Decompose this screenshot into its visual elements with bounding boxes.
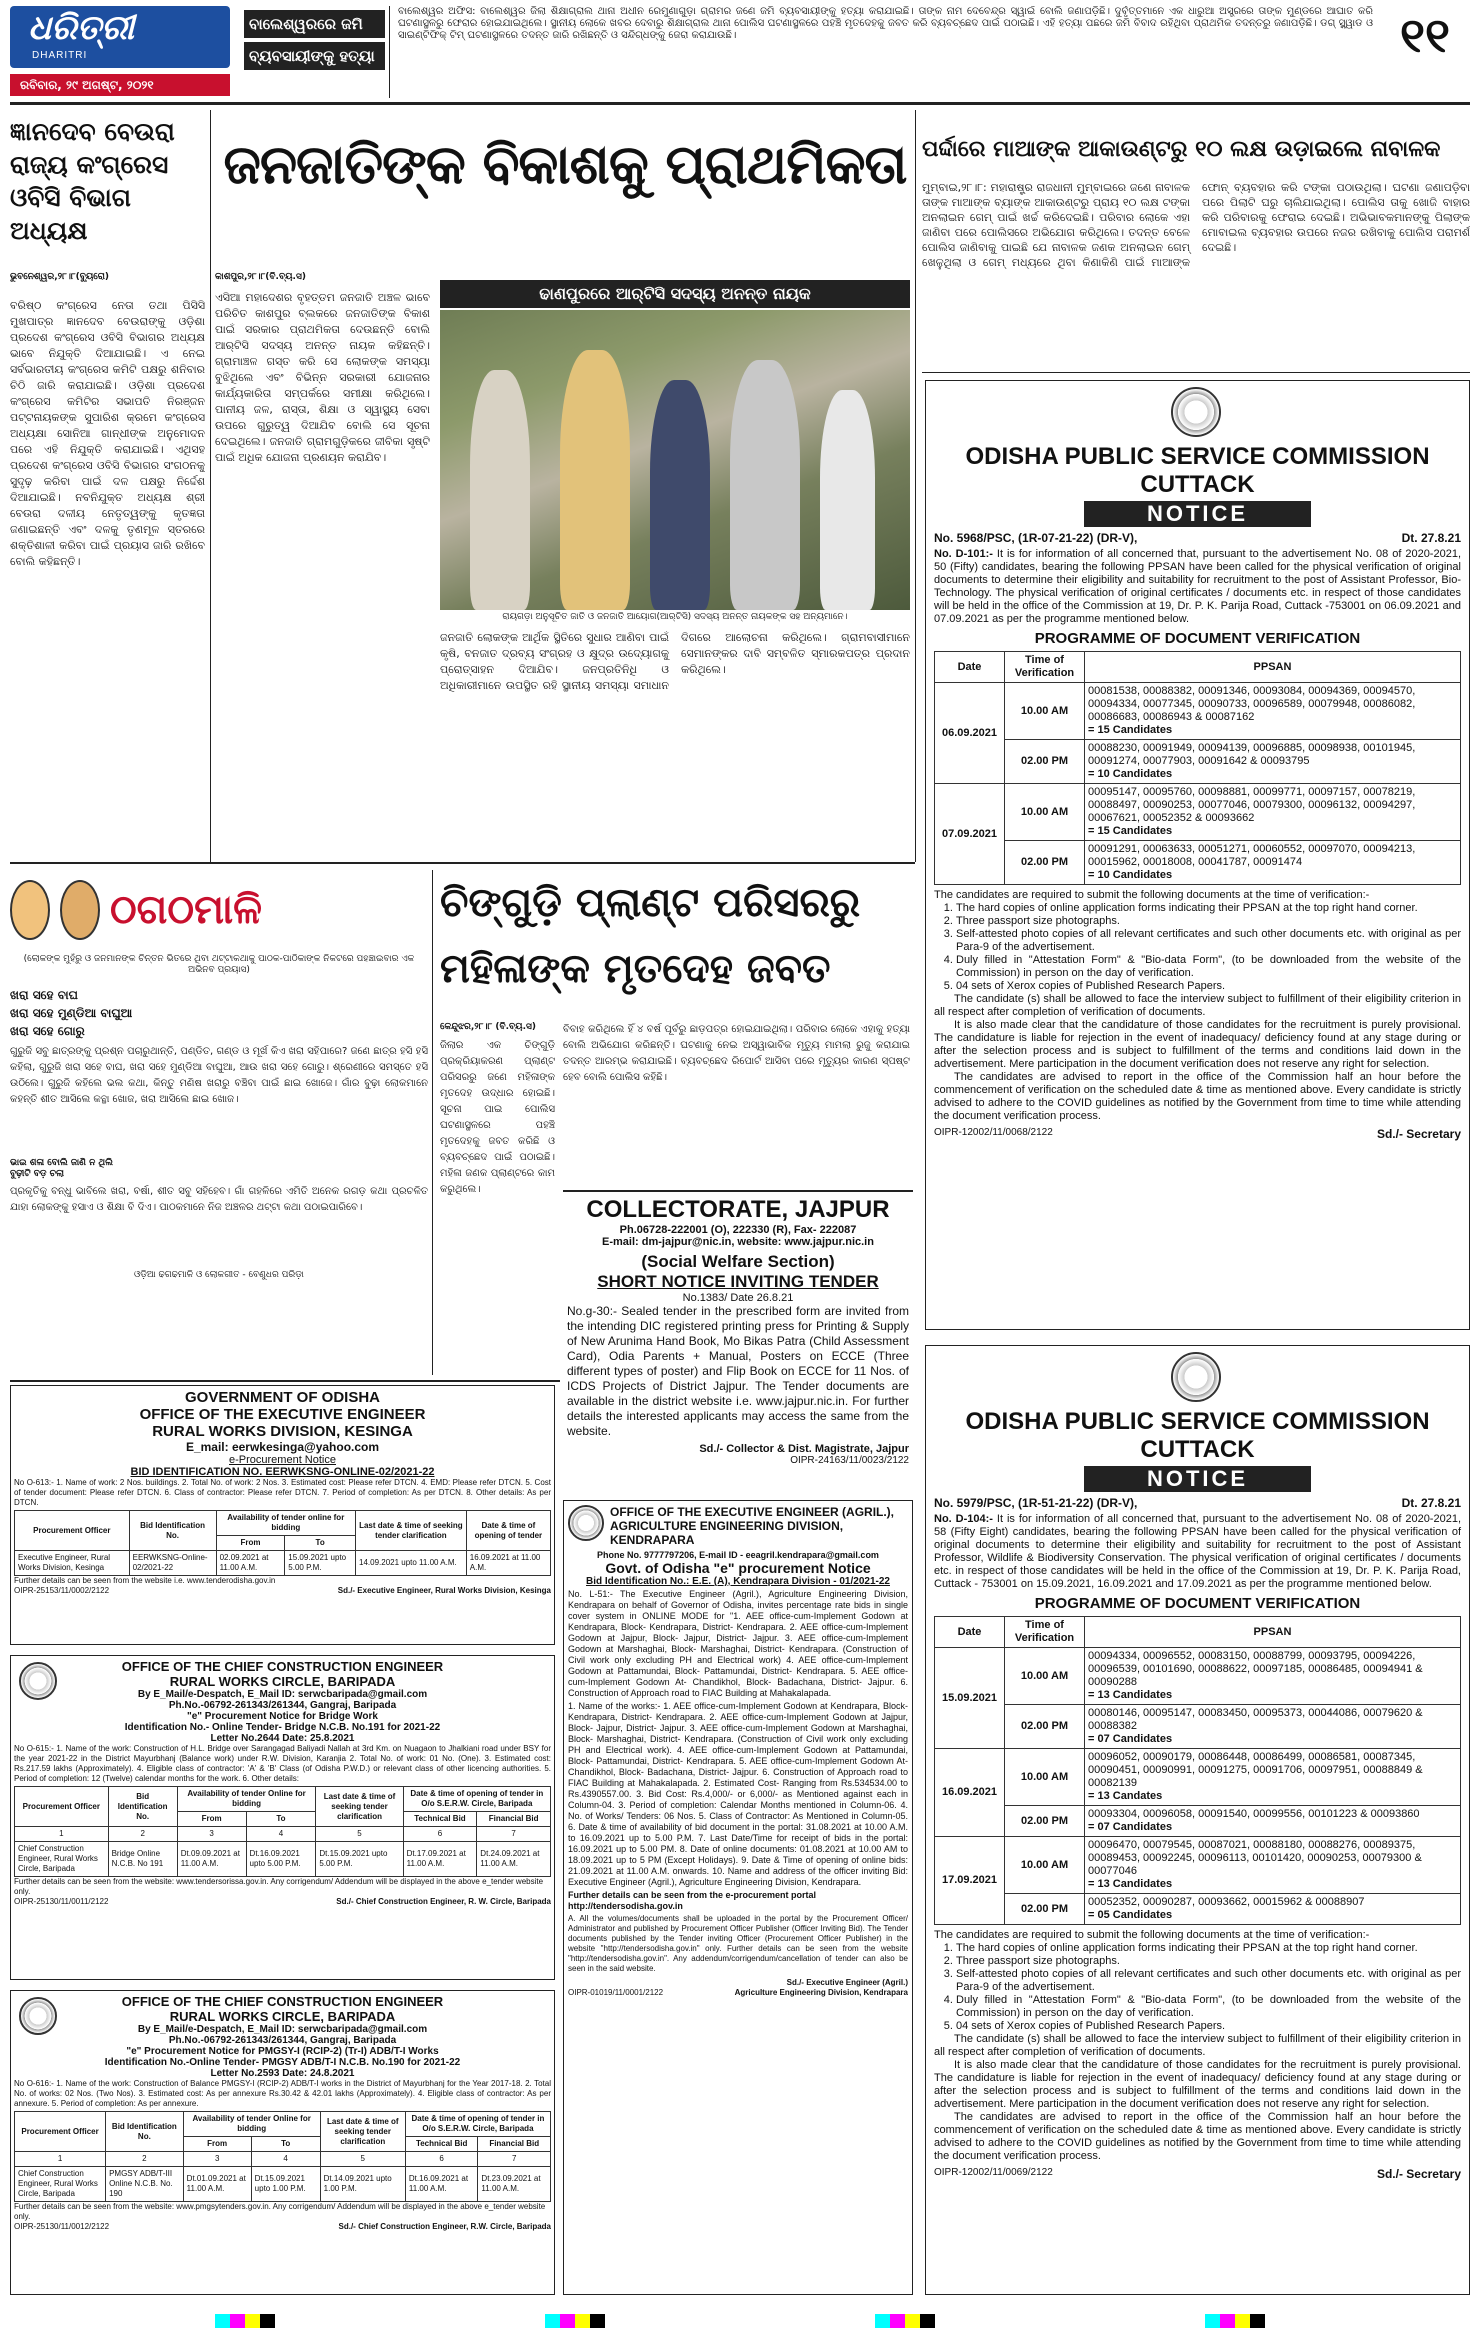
column-number: 3 — [183, 2152, 251, 2167]
right-headline: ପର୍ଦ୍ଦାରେ ମାଆଙ୍କ ଆକାଉଣ୍ଟରୁ ୧୦ ଲକ୍ଷ ଉଡ଼ାଇଲେ ନାବାଳକ — [922, 137, 1441, 162]
kendrapara-body-4: A. All the volumes/documents shall be uploaded in the portal by the Procurement Officer/ Administrator and published by Procurement Officer Publisher (Officer Inviting Bid). The Tender documents published by the Tender inviting Officer (Procurement Officer Publisher) in the website "http://tendersodisha.gov.in" only. Further details can be seen from the website "http://tendersodisha.gov.in". Any addendum/corrigendum/cancellation of tender can also be seen in the said website. — [568, 1914, 908, 1973]
table-row — [935, 784, 1461, 841]
logo-text: ଧରିତ୍ରୀ — [28, 8, 135, 48]
ppsan-list: 00088230, 00091949, 00094139, 00096885, 00098938, 00101945, 00091274, 00077903, 00091642 & 00093795 — [1088, 742, 1416, 767]
document-item: 4. Duly filled in "Attestation Form" & "Bio-data Form", (to be downloaded from the website of the Commission) in person on the day of verification. — [956, 1994, 1461, 2020]
kendrapara-phone: Phone No. 9777797206, E-mail ID - eeagril.kendrapara@gmail.com — [597, 1550, 879, 1560]
opsc2-para1: The candidate (s) shall be allowed to face the interview subject to fulfillment of their eligibility criterion in all respect after completion of verification of documents. — [934, 2033, 1461, 2058]
kendrapara-notice-title: Govt. of Odisha "e" procurement Notice — [605, 1560, 871, 1576]
cell-ppsan — [1085, 1705, 1461, 1749]
opsc2-title: ODISHA PUBLIC SERVICE COMMISSION — [965, 1408, 1430, 1435]
opsc2-req: The candidates are required to submit the following documents at the time of verification:- — [934, 1929, 1370, 1941]
opsc2-notice: NOTICE — [1084, 1466, 1311, 1492]
print-registration-strip — [80, 2310, 1400, 2332]
opsc2-sign: Sd./- Secretary — [1376, 2167, 1461, 2181]
opsc1-items — [934, 902, 1461, 993]
collectorate-section: (Social Welfare Section) — [641, 1252, 835, 1271]
table-row — [935, 1749, 1461, 1806]
collectorate-phone: Ph.06728-222001 (O), 222330 (R), Fax- 222087 — [619, 1224, 857, 1236]
col-opening: Date & time of opening of tender in O/o S.E.R.W. Circle, Baripada — [403, 1787, 550, 1812]
table-row — [935, 1648, 1461, 1705]
cell-ppsan — [1085, 1648, 1461, 1705]
ppsan-list: 00080146, 00095147, 00083450, 00095373, 00044086, 00079620 & 00088382 — [1088, 1707, 1423, 1732]
opsc1-city: CUTTACK — [1140, 471, 1255, 498]
humour-body: ଗୁରୁଜି ସବୁ ଛାତ୍ରଙ୍କୁ ପ୍ରଶ୍ନ ପଚାରୁଥାନ୍ତି, ପଣ୍ଡିତ, ଗଣ୍ଡ ଓ ମୂର୍ଖ କିଏ ଖରା ସହିପାରେ? ଜଣେ ଛାତ୍ର ହସି ହସି କହିଲା, ଗୁରୁଜି ଖରା ସହେ ବାଘ, ଖରା ସହେ ମୁଣ୍ଡିଆ ବାଘୁଆ, ଆଉ ଖରା ସହେ ଗୋରୁ। ଶ୍ରେଣୀରେ ସମସ୍ତେ ହସି ଉଠିଲେ। ଗୁରୁଜି କହିଲେ ଭଲ କଥା, କିନ୍ତୁ ମଣିଷ ଖରାରୁ ବଞ୍ଚିବା ପାଇଁ ଛାଇ ଖୋଜେ। ଗାଁର ବୁଢ଼ା ଲୋକମାନେ କହନ୍ତି ଶୀତ ଆସିଲେ କନ୍ଥା ଖୋଜ, ଖରା ଆସିଲେ ଛାଇ ଖୋଜ। — [10, 1046, 428, 1105]
col-to: To — [285, 1536, 356, 1551]
cell: EERWKSNG-Online- 02/2021-22 — [129, 1551, 216, 1576]
collectorate-tender: SHORT NOTICE INVITING TENDER — [597, 1272, 879, 1291]
col-opening: Date & time of opening of tender — [466, 1511, 550, 1551]
masthead-logo — [10, 6, 230, 68]
baripada1-footer: Further details can be seen from the website: www.tendersorissa.gov.in. Any corrigendum/ Addendum will be displayed in the above e_tender website only. — [14, 1877, 544, 1896]
table-row — [935, 683, 1461, 740]
page-number: ୧୧ — [1399, 8, 1451, 64]
cell-ppsan — [1085, 1837, 1461, 1894]
humour-column — [10, 870, 428, 1375]
cell: Chief Construction Engineer, Rural Works Circle, Baripada — [15, 1842, 109, 1877]
opsc2-ref: No. 5979/PSC, (1R-51-21-22) (DR-V), — [934, 1496, 1138, 1510]
cell: Dt.15.09.2021 upto 5.00 P.M. — [316, 1842, 403, 1877]
document-item: 5. 04 sets of Xerox copies of Published Research Papers. — [956, 2020, 1461, 2033]
humour-line: ଖରା ସହେ ମୁଣ୍ଡିଆ ବାଘୁଆ — [10, 1006, 133, 1020]
opsc2-oipr: OIPR-12002/11/0069/2122 — [934, 2167, 1053, 2178]
baripada1-phone: Ph.No.-06792-261343/261344, Gangraj, Baripada — [168, 1700, 397, 1711]
opsc1-oipr: OIPR-12002/11/0068/2122 — [934, 1127, 1053, 1138]
kesinga-gov: GOVERNMENT OF ODISHA — [184, 1389, 380, 1406]
cell: Dt.17.09.2021 at 11.00 A.M. — [403, 1842, 477, 1877]
baripada1-letter: Letter No.2644 Date: 25.8.2021 — [210, 1733, 355, 1744]
col-bid-no: Bid Identification No. — [129, 1511, 216, 1551]
humour-body-2: ପ୍ରକୃତିକୁ ବନ୍ଧୁ ଭାବିଲେ ଖରା, ବର୍ଷା, ଶୀତ ସବୁ ସହିହେବ। ଗାଁ ଗହଳିରେ ଏମିତି ଅନେକ ରଗଡ଼ କଥା ପ୍ରଚଳିତ ଯାହା ଲୋକଙ୍କୁ ହସାଏ ଓ ଶିକ୍ଷା ବି ଦିଏ। ପାଠକମାନେ ନିଜ ଅଞ୍ଚଳର ଥଟ୍ଟା କଥା ପଠାଇପାରିବେ। — [10, 1186, 428, 1213]
cell: Dt.14.09.2021 upto 1.00 P.M. — [320, 2167, 405, 2202]
kendrapara-body-2: 1. Name of the works:- 1. AEE office-cum-Implement Godown at Kendrapara, Block- Kendrapara, District- Kendrapara. 2. AEE office-cum-Implement Godown at Jajpur, Block- Jajpur, District- Jajpur. 3. AEE office-cum-Implement Godown at Marshaghai, Block- Marshaghai, District- Kendrapara. (Construction of Civil work only excluding PH and Electrical work). 4. AEE office-cum-Implement Godown at Pattamundai, Block- Pattamundai, District- Kendrapara. 5. AEE office-cum-Implement Godown At- Chandikhol, Block- Badachana, District- Jajpur. 6. Construction of Approach road to FIAC Building at Mahakalapada. 2. Estimated Cost- Ranging from Rs.534534.00 to Rs.4390557.00. 3. Bid Cost: Rs.4,000/- or 6,000/- as Mentioned against each in Column-04. 3. Period of completion: Calendar Months mentioned in Column-06. 4. No. of Works/ Tenders: 06 Nos. 5. Class of Contractor: As Mentioned in Column-05. 6. Date & time of availability of bid document in the portal: 31.08.2021 at 10.00 A.M. to 16.09.2021 up to 5.00 P.M. 7. Last Date/Time for receipt of bids in the portal: 16.09.2021 up to 5.00 PM. 8. Date of online documents: 01.08.2021 at 10.00 AM to 18.09.2021 up to 5 PM (Except Holidays). 9. Date & Time of opening of online bids: 21.09.2021 at 11.00 A.M. onwards. 10. Name and address of the officer inviting Bid: Executive Engineer (Agril.), Agriculture Engineering Division, Kendrapara. — [568, 1701, 908, 1887]
kesinga-table — [14, 1510, 551, 1576]
right-story-body: ମୁମ୍ବାଇ,୨୮।୮: ମହାରାଷ୍ଟ୍ର ରାଜଧାନୀ ମୁମ୍ବାଇରେ ଜଣେ ନାବାଳକ ତାଙ୍କ ମାଆଙ୍କ ବ୍ୟାଙ୍କ ଆକାଉଣ୍ଟରୁ ପ୍ରାୟ ୧୦ ଲକ୍ଷ ଟଙ୍କା ଅନଲାଇନ ଗେମ୍ ପାଇଁ ଖର୍ଚ୍ଚ କରିଦେଇଛି। ପରିବାର ଲୋକେ ଏହା ଜାଣିବା ପରେ ପୋଲିସରେ ଅଭିଯୋଗ କରିଥିଲେ। ତଦନ୍ତ ବେଳେ ପୋଲିସ ଜାଣିବାକୁ ପାଇଛି ଯେ ନାବାଳକ ଜଣକ ଅନଲାଇନ ଗେମ୍ ଖେଳୁଥିଲା ଓ ଗେମ୍ ମଧ୍ୟରେ ଥିବା କିଣାକିଣି ପାଇଁ ମାଆଙ୍କ ଫୋନ୍ ବ୍ୟବହାର କରି ଟଙ୍କା ପଠାଉଥିଲା। ଘଟଣା ଜଣାପଡ଼ିବା ପରେ ପିଲାଟି ଘରୁ ଚାଲିଯାଇଥିଲା। ପୋଲିସ ତାକୁ ଖୋଜି ବାହାର କରି ପରିବାରକୁ ଫେରାଇ ଦେଇଛି। ଅଭିଭାବକମାନଙ୍କୁ ପିଲାଙ୍କ ମୋବାଇଲ ବ୍ୟବହାର ଉପରେ ନଜର ରଖିବାକୁ ପୋଲିସ ପରାମର୍ଶ ଦେଇଛି। — [922, 181, 1470, 269]
prawn-body-2: ବିବାହ କରିଥିଲେ ହିଁ ୪ ବର୍ଷ ପୂର୍ବରୁ ଛାଡ଼ପତ୍ର ହୋଇଯାଇଥିଲା। ପରିବାର ଲୋକେ ଏହାକୁ ହତ୍ୟା ବୋଲି ଅଭିଯୋଗ କରିଛନ୍ତି। ଘଟଣାକୁ ନେଇ ଅସ୍ୱାଭାବିକ ମୃତ୍ୟୁ ମାମଲା ରୁଜୁ କରାଯାଇ ତଦନ୍ତ ଆରମ୍ଭ କରାଯାଇଛି। ବ୍ୟବଚ୍ଛେଦ ରିପୋର୍ଟ ଆସିବା ପରେ ମୃତ୍ୟୁର କାରଣ ସ୍ପଷ୍ଟ ହେବ ବୋଲି ପୋଲିସ କହିଛି। — [563, 1024, 910, 1083]
opsc2-table — [934, 1616, 1461, 1925]
collectorate-oipr: OIPR-24163/11/0023/2122 — [790, 1455, 909, 1466]
opsc1-sign: Sd./- Secretary — [1376, 1127, 1461, 1141]
center-photo — [440, 310, 910, 610]
cell-time: 10.00 AM — [1005, 1648, 1085, 1705]
table-row — [935, 1894, 1461, 1925]
opsc1-date: Dt. 27.8.21 — [1401, 531, 1461, 545]
cell-time: 02.00 PM — [1005, 1806, 1085, 1837]
cell-ppsan — [1085, 1749, 1461, 1806]
logo-subtext: DHARITRI — [32, 50, 88, 61]
left-headline: ଜ୍ଞାନଦେବ ବେଉରା ରାଜ୍ୟ କଂଗ୍ରେସ ଓବିସି ବିଭାଗ ଅଧ୍ୟକ୍ଷ — [10, 117, 175, 245]
cell: Dt.23.09.2021 at 11.00 A.M. — [478, 2167, 551, 2202]
baripada1-office: OFFICE OF THE CHIEF CONSTRUCTION ENGINEER — [121, 1659, 444, 1674]
kendrapara-oipr: OIPR-01019/11/0001/2122 — [568, 1988, 664, 1997]
col-time: Time of Verification — [1005, 652, 1085, 683]
issue-date: ରବିବାର, ୨୯ ଅଗଷ୍ଟ, ୨୦୨୧ — [20, 78, 154, 92]
col-officer: Procurement Officer — [15, 1787, 109, 1827]
cell-time: 02.00 PM — [1005, 740, 1085, 784]
cell-time: 02.00 PM — [1005, 1894, 1085, 1925]
col-to: To — [251, 2137, 320, 2152]
opsc1-title: ODISHA PUBLIC SERVICE COMMISSION — [965, 443, 1430, 470]
collectorate-body: No.g-30:- Sealed tender in the prescribed form are invited from the intending DIC registered printing press for Printing & Supply of New Arunima Hand Book, Mo Bikas Patra (Child Assessment Card), Odia Parents + Manual, Posters on ECCE (Three different types of poster) and Flip Book on ECCE for 11 Nos. of ICDS Projects of District Jajpur. The Tender documents are available in the district website i.e. www.jajpur.nic.in. For further details the interested applicants may access the same from the website. — [567, 1304, 909, 1438]
table-row — [935, 740, 1461, 784]
kesinga-bid: BID IDENTIFICATION NO. EERWKSNG-ONLINE-02/2021-22 — [130, 1466, 435, 1478]
cell: Dt.09.09.2021 at 11.00 A.M. — [177, 1842, 246, 1877]
kesinga-office: OFFICE OF THE EXECUTIVE ENGINEER — [139, 1406, 426, 1423]
cell-time: 02.00 PM — [1005, 841, 1085, 885]
ppsan-list: 00093304, 00096058, 00091540, 00099556, 00101223 & 00093860 — [1088, 1808, 1420, 1820]
col-officer: Procurement Officer — [15, 2112, 106, 2152]
center-story-body: ଏସିଆ ମହାଦେଶର ବୃହତ୍ତମ ଜନଜାତି ଅଞ୍ଚଳ ଭାବେ ପରିଚିତ କାଶପୁର ବ୍ଲକରେ ଜନଜାତିଙ୍କ ବିକାଶ ପାଇଁ ସରକାର ପ୍ରାଥମିକତା ଦେଉଛନ୍ତି ବୋଲି ଆର୍‌ଟିସି ସଦସ୍ୟ ଅନନ୍ତ ନାୟକ କହିଛନ୍ତି। ଗ୍ରାମାଞ୍ଚଳ ଗସ୍ତ କରି ସେ ଲୋକଙ୍କ ସମସ୍ୟା ବୁଝିଥିଲେ ଏବଂ ବିଭିନ୍ନ ସରକାରୀ ଯୋଜନାର କାର୍ଯ୍ୟକାରିତା ସମ୍ପର୍କରେ ସମୀକ୍ଷା କରିଥିଲେ। ପାନୀୟ ଜଳ, ରାସ୍ତା, ଶିକ୍ଷା ଓ ସ୍ୱାସ୍ଥ୍ୟ ସେବା ଉପରେ ଗୁରୁତ୍ୱ ଦିଆଯିବ ବୋଲି ସେ ସୂଚନା ଦେଇଥିଲେ। ଜନଜାତି ଗ୍ରାମଗୁଡ଼ିକରେ ଜୀବିକା ସୃଷ୍ଟି ପାଇଁ ଅଧିକ ଯୋଜନା ପ୍ରଣୟନ କରାଯିବ। — [215, 291, 430, 464]
col-clarification: Last date & time of seeking tender clarification — [320, 2112, 405, 2152]
baripada-notice-1 — [10, 1655, 555, 1980]
opsc1-intro-no: No. D-101:- — [934, 548, 993, 560]
opsc1-ref: No. 5968/PSC, (1R-07-21-22) (DR-V), — [934, 531, 1138, 545]
cell-ppsan — [1085, 740, 1461, 784]
candidate-count: = 07 Candidates — [1088, 1821, 1173, 1833]
document-item: 5. 04 sets of Xerox copies of Published Research Papers. — [956, 980, 1461, 993]
column-number: 6 — [405, 2152, 478, 2167]
kendrapara-office: OFFICE OF THE EXECUTIVE ENGINEER (AGRIL.), AGRICULTURE ENGINEERING DIVISION, KENDRAPARA — [610, 1505, 895, 1547]
center-dateline: କାଶପୁର,୨୮।୮(ବି.ବ୍ୟ.ସ) — [215, 272, 306, 282]
col-bid-no: Bid Identification No. — [108, 1787, 177, 1827]
opsc2-items — [934, 1942, 1461, 2033]
column-number: 5 — [316, 1827, 403, 1842]
humour-subhead: ଭାଇ ଶଳା ବୋଲି ଜାଣି ନ ଥିଲି — [10, 1158, 113, 1168]
baripada2-letter: Letter No.2593 Date: 24.8.2021 — [210, 2068, 355, 2079]
opsc2-intro: It is for information of all concerned that, pursuant to the advertisement No. 08 of 2020-2021, 58 (Fifty Eight) candidates, bearing the following PPSAN have been called for the physical verification of original documents to determine their eligibility and suitability for recruitment to the post of Assistant Professor, Wildlife & Biodiversity Conservation. The physical verification of original certificates / documents etc. in respect of those candidates will be held in the office of the Commission at 19, Dr. P. K. Parija Road, Cuttack - 753001 on 15.09.2021, 16.09.2021 and 17.09.2021 as per the programme mentioned below. — [934, 1513, 1462, 1590]
opsc-notice-1 — [925, 380, 1470, 1330]
ppsan-list: 00096470, 00079545, 00087021, 00088180, 00088276, 00089375, 00089453, 00092245, 00096113, 00101420, 00090253, 00079300 & 00077046 — [1088, 1839, 1422, 1877]
opsc1-para3: The candidates are advised to report in the office of the Commission half an hour before the commencement of verification on the scheduled date & time as mentioned above. Every candidate is strictly advised to adhere to the COVID guidelines as notified by the Government from time to time while attending the document verification process. — [934, 1071, 1461, 1122]
col-time: Time of Verification — [1005, 1617, 1085, 1648]
humour-intro: (ଲୋକଙ୍କ ମୁହଁରୁ ଓ ଜନମାନଙ୍କ ଚିନ୍ତନ ଭିତରେ ଥିବା ଥଟ୍ଟାକଥାକୁ ପାଠକ-ପାଠିକାଙ୍କ ନିକଟରେ ପହଞ୍ଚାଇବାର ଏକ ଅଭିନବ ପ୍ରୟାସ) — [23, 954, 415, 975]
col-date: Date — [935, 652, 1005, 683]
candidate-count: = 15 Candidates — [1088, 825, 1173, 837]
center-photo-caption: ରାୟଗଡ଼ା ଅନୁସୂଚିତ ଜାତି ଓ ଜନଜାତି ଆୟୋଗ(ଆର୍‌ଟିସି) ସଦସ୍ୟ ଅନନ୍ତ ନାୟକଙ୍କ ସହ ଅନ୍ୟମାନେ। — [502, 612, 848, 622]
opsc2-para3: The candidates are advised to report in the office of the Commission half an hour before the commencement of verification on the scheduled date & time as mentioned above. Every candidate is strictly advised to adhere to the COVID guidelines as notified by the Government from time to time while attending the document verification process. — [934, 2111, 1461, 2162]
humour-title: ଠଗଠମାଳି — [110, 887, 262, 933]
baripada1-ident: Identification No.- Online Tender- Bridge N.C.B. No.191 for 2021-22 — [124, 1722, 441, 1733]
kesinga-sign: Sd./- Executive Engineer, Rural Works Division, Kesinga — [337, 1586, 551, 1595]
document-item: 1. The hard copies of online application forms indicating their PPSAN at the top right hand corner. — [956, 902, 1461, 915]
humour-line: ଖରା ସହେ ବାଘ — [10, 988, 78, 1002]
cell-time: 10.00 AM — [1005, 683, 1085, 740]
col-clarification: Last date & time of seeking tender clarification — [316, 1787, 403, 1827]
prawn-body: ଜିଲାର ଏକ ଚିଙ୍ଗୁଡ଼ି ପ୍ରକ୍ରିୟାକରଣ ପ୍ଲାଣ୍ଟ ପରିସରରୁ ଜଣେ ମହିଳାଙ୍କ ମୃତଦେହ ଉଦ୍ଧାର ହୋଇଛି। ସୂଚନା ପାଇ ପୋଲିସ ଘଟଣାସ୍ଥଳରେ ପହଞ୍ଚି ମୃତଦେହକୁ ଜବତ କରିଛି ଓ ବ୍ୟବଚ୍ଛେଦ ପାଇଁ ପଠାଇଛି। ମହିଳା ଜଣକ ପ୍ଲାଣ୍ଟରେ କାମ କରୁଥିଲେ। — [440, 1040, 555, 1195]
opsc1-table — [934, 651, 1461, 885]
candidate-count: = 10 Candidates — [1088, 869, 1173, 881]
baripada2-oipr: OIPR-25130/11/0012/2122 — [14, 2222, 110, 2231]
opsc-emblem-icon — [1171, 387, 1221, 437]
cell: 16.09.2021 at 11.00 A.M. — [466, 1551, 550, 1576]
humour-subhead-2: ବୁଢ଼ୀଟି ବଡ଼ ଚଲା — [10, 1169, 65, 1179]
center-subhead-box — [440, 280, 910, 308]
baripada2-office: OFFICE OF THE CHIEF CONSTRUCTION ENGINEER — [121, 1994, 444, 2009]
table-row — [935, 1806, 1461, 1837]
document-item: 3. Self-attested photo copies of all relevant certificates and such other documents etc. with original as per Para-9 of the advertisement. — [956, 1968, 1461, 1994]
column-number: 1 — [15, 2152, 106, 2167]
cell-ppsan — [1085, 841, 1461, 885]
ppsan-list: 00096052, 00090179, 00086448, 00086499, 00086581, 00087345, 00090451, 00090991, 00091275, 00091706, 00097951, 00088849 & 00082139 — [1088, 1751, 1423, 1789]
col-ppsan: PPSAN — [1085, 1617, 1461, 1648]
col-availability: Availability of tender Online for bidding — [183, 2112, 320, 2137]
cell: Dt.16.09.2021 at 11.00 A.M. — [405, 2167, 478, 2202]
odisha-emblem-icon — [568, 1505, 604, 1541]
cell-ppsan — [1085, 1894, 1461, 1925]
col-from: From — [216, 1536, 285, 1551]
cell-time: 10.00 AM — [1005, 1749, 1085, 1806]
top-strip-body: ବାଲେଶ୍ୱର ଅଫିସ: ବାଲେଶ୍ୱର ଜିଲା ଶିକ୍ଷାଗ୍ରାଲ ଥାନା ଅଧୀନ ରେମୁଣାଗୁଡ଼ା ଗ୍ରାମର ଜଣେ ଜମି ବ୍ୟବସାୟୀଙ୍କୁ ହତ୍ୟା କରାଯାଇଛି। ତାଙ୍କ ନାମ ଦେବେନ୍ଦ୍ର ସ୍ୱାଇଁ ବୋଲି ଜଣାପଡ଼ିଛି। ଦୁର୍ବୃତ୍ତମାନେ ଏକ ଧାରୁଆ ଅସ୍ତ୍ରରେ ତାଙ୍କ ମୁଣ୍ଡରେ ଆଘାତ କରି ଘଟଣାସ୍ଥଳରୁ ଫେରାର ହୋଇଯାଇଥିଲେ। ସ୍ଥାନୀୟ ଲୋକେ ଖବର ଦେବାରୁ ଶିକ୍ଷାଗ୍ରାଲ ଥାନା ପୋଲିସ ଘଟଣାସ୍ଥଳରେ ପହଞ୍ଚି ମୃତଦେହକୁ ଜବତ କରି ବ୍ୟବଚ୍ଛେଦ ପାଇଁ ପଠାଇଛି। ଏହି ହତ୍ୟା ପଛରେ ଜମି ବିବାଦ ରହିଥିବା ପ୍ରାଥମିକ ତଦନ୍ତରୁ ଜଣାପଡ଼ିଛି। ଡଗ୍ ସ୍କ୍ୱାଡ ଓ ସାଇଣ୍ଟିଫିକ୍ ଟିମ୍ ଘଟଣାସ୍ଥଳରେ ତଦନ୍ତ ଜାରି ରଖିଛନ୍ତି ଓ ସନ୍ଦିଗ୍ଧଙ୍କୁ ଜେରା କରାଯାଉଛି। — [398, 6, 1373, 41]
document-item: 1. The hard copies of online application forms indicating their PPSAN at the top right hand corner. — [956, 1942, 1461, 1955]
humour-line: ଖରା ସହେ ଗୋରୁ — [10, 1024, 85, 1038]
col-tech: Technical Bid — [405, 2137, 478, 2152]
col-fin: Financial Bid — [477, 1812, 551, 1827]
table-row — [935, 1705, 1461, 1749]
cell: Dt.16.09.2021 upto 5.00 P.M. — [246, 1842, 316, 1877]
opsc-emblem-icon — [1171, 1352, 1221, 1402]
baripada1-sign: Sd./- Chief Construction Engineer, R. W. Circle, Baripada — [336, 1897, 551, 1906]
kendrapara-body: No. L-51:- The Executive Engineer (Agril.), Agriculture Engineering Division, Kendrapara on behalf of Governor of Odisha, invites percentage rate bids in single cover system in ONLINE MODE for "1. AEE office-cum-Implement Godown at Kendrapara, Block- Kendrapara, District- Kendrapara. 2. AEE office-cum-Implement Godown at Jajpur, Block- Jajpur, District- Jajpur. 3. AEE office-cum-Implement Godown at Marshaghai, Block- Marshaghai, District- Kendrapara. (Construction of Civil work only excluding PH and Electrical work) 4. AEE office-cum-Implement Godown at Pattamundai, Block- Pattamundai, District- Kendrapara. 5. AEE office-cum-Implement Godown At- Chandikhol, Block- Badachana, District- Jajpur. 6. Construction of Approach road to FIAC Building at Mahakalapada. — [568, 1589, 908, 1698]
col-availability: Availability of tender Online for bidding — [177, 1787, 316, 1812]
cell: Executive Engineer, Rural Works Division, Kesinga — [15, 1551, 130, 1576]
col-tech: Technical Bid — [403, 1812, 477, 1827]
collectorate-email: E-mail: dm-jajpur@nic.in, website: www.jajpur.nic.in — [602, 1236, 874, 1248]
document-item: 2. Three passport size photographs. — [956, 1955, 1461, 1968]
baripada1-body: No O-615:- 1. Name of the work: Construction of H.L. Bridge over Sarangagad Baliyadi Nallah at 3rd Km. on Nuagaon to Jhalkiani road under BSY for the year 2021-22 in the District Mayurbhanj (Balance work) under R.W. Division, Karanjia 2. Total No. of work: 01 No. (One). 3. Estimated cost: Rs.217.59 lakhs (Approximately). 4. Eligible class of contractor: 'A' & 'B' Class (of Odisha P.W.D.) or relevant class of other licencing authorities. 5. Period of completion: 12 (Twelve) calendar months for the work. 6. Other details: — [14, 1744, 551, 1783]
candidate-count: = 13 Candidates — [1088, 1878, 1173, 1890]
opsc2-intro-no: No. D-104:- — [934, 1513, 993, 1525]
ppsan-list: 00094334, 00096552, 00083150, 00088799, 00093795, 00094226, 00096539, 00101690, 00088622, 00097185, 00086485, 00094941 & 00090288 — [1088, 1650, 1423, 1688]
top-strip-heading — [240, 6, 390, 98]
candidate-count: = 13 Candates — [1088, 1790, 1163, 1802]
col-fin: Financial Bid — [478, 2137, 551, 2152]
kendrapara-notice — [563, 1500, 913, 2295]
ppsan-list: 00091291, 00063633, 00051271, 00060552, 00097070, 00094213, 00015962, 00018008, 00041787, 00091474 — [1088, 843, 1416, 868]
baripada2-notice-title: "e" Procurement Notice for PMGSY-I (RCIP-2) (Tr-I) ADB/T-I Works — [126, 2046, 439, 2057]
kesinga-notice-title: e-Procurement Notice — [229, 1454, 336, 1466]
kendrapara-body-3: Further details can be seen from the e-procurement portal http://tendersodisha.gov.in — [568, 1890, 817, 1911]
opsc2-para2: It is also made clear that the candidature of those candidates for the recruitment is purely provisional. The candidature is liable for rejection in the event of inadequacy/ deficiency found at any stage during or after the selection process and is subject to fulfillment of the terms and conditions laid down in the advertisement. Mere participation in the document verification does not reserve any right for selection. — [934, 2059, 1461, 2110]
candidate-count: = 07 Candidates — [1088, 1733, 1173, 1745]
column-number: 7 — [477, 1827, 551, 1842]
collectorate-no: No.1383/ Date 26.8.21 — [682, 1292, 794, 1304]
humour-lines — [10, 986, 428, 1040]
kendrapara-sd: Sd./- Executive Engineer (Agril.) — [786, 1978, 908, 1987]
column-number: 2 — [108, 1827, 177, 1842]
cell-time: 10.00 AM — [1005, 1837, 1085, 1894]
kesinga-body: No O-613:- 1. Name of work: 2 Nos. buildings. 2. Total No. of work: 2 Nos. 3. Estimated cost: Please refer DTCN. 4. EMD: Please refer DTCN. 5. Cost of tender document: Please refer DTCN. 6. Class of contractor: Please refer DTCN. 7. Period of completion: As per DTCN. 8. Other details: As per DTCN. — [14, 1478, 551, 1507]
col-officer: Procurement Officer — [15, 1511, 130, 1551]
opsc-notice-2 — [925, 1345, 1470, 2295]
cell-time: 10.00 AM — [1005, 784, 1085, 841]
candidate-count: = 15 Candidates — [1088, 724, 1173, 736]
cell-time: 02.00 PM — [1005, 1705, 1085, 1749]
opsc1-req: The candidates are required to submit the following documents at the time of verification:- — [934, 889, 1370, 901]
col-clarification: Last date & time of seeking tender clarification — [356, 1511, 467, 1551]
center-subhead: ଢାଣପୁରରେ ଆର୍‌ଟିସି ସଦସ୍ୟ ଅନନ୍ତ ନାୟକ — [539, 284, 811, 303]
opsc1-notice: NOTICE — [1084, 501, 1311, 527]
cell-ppsan — [1085, 683, 1461, 740]
baripada2-email: By E_Mail/e-Despatch, E_Mail ID: serwcbaripada@gmail.com — [137, 2024, 428, 2035]
cell: Bridge Online N.C.B. No 191 — [108, 1842, 177, 1877]
opsc2-city: CUTTACK — [1140, 1436, 1255, 1463]
opsc1-intro: It is for information of all concerned that, pursuant to the advertisement No. 08 of 2020-2021, 50 (Fifty) candidates, bearing the following PPSAN have been called for the physical verification of original documents to determine their eligibility and suitability for recruitment to the post of Assistant Professor, Bio-Technology. The physical verification of original certificates / documents etc. in respect of those candidates will be held in the office of the Commission at 19, Dr. P. K. Parija Road, Cuttack -753001 on 06.09.2021 and 07.09.2021 as per the programme mentioned below. — [934, 548, 1462, 625]
baripada2-footer: Further details can be seen from the website: www.pmgsytenders.gov.in. Any corrigendum/ Addendum will be displayed in the above e_tender website only. — [14, 2202, 546, 2221]
baripada1-table — [14, 1786, 551, 1877]
candidate-count: = 05 Candidates — [1088, 1909, 1173, 1921]
document-item: 3. Self-attested photo copies of all relevant certificates and such other documents etc. with original as per Para-9 of the advertisement. — [956, 928, 1461, 954]
kendrapara-sign: Agriculture Engineering Division, Kendrapara — [734, 1988, 908, 1997]
left-story-body: ବରିଷ୍ଠ କଂଗ୍ରେସ ନେତା ତଥା ପିସିସି ମୁଖପାତ୍ର ଜ୍ଞାନଦେବ ବେଉରାଙ୍କୁ ଓଡ଼ିଶା ପ୍ରଦେଶ କଂଗ୍ରେସ ଓବିସି ବିଭାଗର ଅଧ୍ୟକ୍ଷ ଭାବେ ନିଯୁକ୍ତି ଦିଆଯାଇଛି। ଏ ନେଇ ସର୍ବଭାରତୀୟ କଂଗ୍ରେସ କମିଟି ପକ୍ଷରୁ ଶନିବାର ଚିଠି ଜାରି କରାଯାଇଛି। ଓଡ଼ିଶା ପ୍ରଦେଶ କଂଗ୍ରେସ କମିଟିର ସଭାପତି ନିରଞ୍ଜନ ପଟ୍ଟନାୟକଙ୍କ ସୁପାରିଶ କ୍ରମେ କଂଗ୍ରେସ ଅଧ୍ୟକ୍ଷା ସୋନିଆ ଗାନ୍ଧୀଙ୍କ ଅନୁମୋଦନ ପରେ ଏହି ନିଯୁକ୍ତି କରାଯାଇଛି। ଏଥିସହ ପ୍ରଦେଶ କଂଗ୍ରେସ ଓବିସି ବିଭାଗର ସଂଗଠନକୁ ସୁଦୃଢ଼ କରିବା ପାଇଁ ଦଳ ପକ୍ଷରୁ ନିର୍ଦ୍ଦେଶ ଦିଆଯାଇଛି। ନବନିଯୁକ୍ତ ଅଧ୍ୟକ୍ଷ ଶ୍ରୀ ବେଉରା ଦଳୀୟ ନେତୃତ୍ୱଙ୍କୁ କୃତଜ୍ଞତା ଜଣାଇଛନ୍ତି ଏବଂ ଦଳକୁ ତୃଣମୂଳ ସ୍ତରରେ ଶକ୍ତିଶାଳୀ କରିବା ପାଇଁ ପ୍ରୟାସ ଜାରି ରଖିବେ ବୋଲି କହିଛନ୍ତି। — [10, 299, 205, 568]
baripada1-oipr: OIPR-25130/11/0011/2122 — [14, 1897, 109, 1906]
cell: 14.09.2021 upto 11.00 A.M. — [356, 1551, 467, 1576]
cell-ppsan — [1085, 784, 1461, 841]
odisha-emblem-icon — [19, 1662, 57, 1700]
cell: 02.09.2021 at 11.00 A.M. — [216, 1551, 285, 1576]
column-number: 1 — [15, 1827, 109, 1842]
col-opening: Date & time of opening of tender in O/o S.E.R.W. Circle, Baripada — [405, 2112, 550, 2137]
baripada1-notice-title: "e" Procurement Notice for Bridge Work — [186, 1711, 378, 1722]
baripada2-circle: RURAL WORKS CIRCLE, BARIPADA — [169, 2009, 396, 2024]
cell: Dt.15.09.2021 upto 1.00 P.M. — [251, 2167, 320, 2202]
left-dateline: ଭୁବନେଶ୍ୱର,୨୮।୮(ବ୍ୟୁରୋ) — [10, 272, 110, 282]
opsc1-prog-title: PROGRAMME OF DOCUMENT VERIFICATION — [1034, 630, 1361, 647]
baripada2-table — [14, 2111, 551, 2202]
cell: Chief Construction Engineer, Rural Works Circle, Baripada — [15, 2167, 106, 2202]
kesinga-division: RURAL WORKS DIVISION, KESINGA — [152, 1423, 413, 1440]
top-strip-heading-1: ବାଲେଶ୍ୱରରେ ଜମି — [244, 10, 385, 38]
cell: 15.09.2021 upto 5.00 P.M. — [285, 1551, 356, 1576]
document-item: 2. Three passport size photographs. — [956, 915, 1461, 928]
center-headline: ଜନଜାତିଙ୍କ ବିକାଶକୁ ପ୍ରାଥମିକତା — [223, 133, 907, 196]
cell-date: 16.09.2021 — [935, 1749, 1005, 1837]
cell-date: 06.09.2021 — [935, 683, 1005, 784]
cell-date: 17.09.2021 — [935, 1837, 1005, 1925]
baripada2-phone: Ph.No.-06792-261343/261344, Gangraj, Baripada — [168, 2035, 397, 2046]
center-story-body-2: ଜନଜାତି ଲୋକଙ୍କ ଆର୍ଥିକ ସ୍ଥିତିରେ ସୁଧାର ଆଣିବା ପାଇଁ କୃଷି, ବନଜାତ ଦ୍ରବ୍ୟ ସଂଗ୍ରହ ଓ କ୍ଷୁଦ୍ର ଉଦ୍ୟୋଗକୁ ପ୍ରୋତ୍ସାହନ ଦିଆଯିବ। ଜନପ୍ରତିନିଧି ଓ ଅଧିକାରୀମାନେ ଉପସ୍ଥିତ ରହି ସ୍ଥାନୀୟ ସମସ୍ୟା ସମାଧାନ ଦିଗରେ ଆଲୋଚନା କରିଥିଲେ। ଗ୍ରାମବାସୀମାନେ ସେମାନଙ୍କର ଦାବି ସମ୍ବଳିତ ସ୍ମାରକପତ୍ର ପ୍ରଦାନ କରିଥିଲେ। — [440, 631, 910, 692]
baripada2-ident: Identification No.-Online Tender- PMGSY ADB/T-I N.C.B. No.190 for 2021-22 — [104, 2057, 461, 2068]
table-row — [935, 1837, 1461, 1894]
opsc1-para1: The candidate (s) shall be allowed to face the interview subject to fulfillment of their eligibility criterion in all respect after completion of verification of documents. — [934, 993, 1461, 1018]
column-number: 4 — [251, 2152, 320, 2167]
masthead-date-bar — [10, 74, 230, 96]
cartoon-face-icon — [60, 880, 100, 940]
column-number: 4 — [246, 1827, 316, 1842]
opsc1-para2: It is also made clear that the candidature of those candidates for the recruitment is purely provisional. The candidature is liable for rejection in the event of inadequacy/ deficiency found at any stage during or after the selection process and is subject to fulfillment of the terms and conditions laid down in the advertisement. Mere participation in the document verification does not reserve any right for selection. — [934, 1019, 1461, 1070]
table-row — [935, 841, 1461, 885]
kesinga-oipr: OIPR-25153/11/0002/2122 — [14, 1586, 110, 1595]
opsc2-date: Dt. 27.8.21 — [1401, 1496, 1461, 1510]
column-number: 7 — [478, 2152, 551, 2167]
cell: PMGSY ADB/T-III Online N.C.B. No. 190 — [106, 2167, 184, 2202]
cell-date: 07.09.2021 — [935, 784, 1005, 885]
col-availability: Availability of tender online for bidding — [216, 1511, 355, 1536]
col-from: From — [183, 2137, 251, 2152]
column-number: 3 — [177, 1827, 246, 1842]
humour-credit: ଓଡ଼ିଆ ଢଗଢମାଳି ଓ ଲୋକଗୀତ - ବେଣୁଧର ପରିଡ଼ା — [134, 1270, 304, 1280]
cell: Dt.01.09.2021 at 11.00 A.M. — [183, 2167, 251, 2202]
col-bid-no: Bid Identification No. — [106, 2112, 184, 2152]
kesinga-notice — [10, 1385, 555, 1645]
cell: Dt.24.09.2021 at 11.00 A.M. — [477, 1842, 551, 1877]
kesinga-email: E_mail: eerwkesinga@yahoo.com — [185, 1440, 380, 1454]
col-to: To — [246, 1812, 316, 1827]
prawn-dateline: କେନ୍ଦୁଝର,୨୮।୮ (ବି.ବ୍ୟ.ସ) — [440, 1022, 536, 1032]
baripada2-body: No O-616:- 1. Name of the work: Construction of Balance PMGSY-I (RCIP-2) ADB/T-I works in the District of Mayurbhanj for the Year 2017-18. 2. Total No. of works: 02 Nos. (Two Nos). 3. Estimated cost: As per annexure Rs.30.42 & 42.01 lakhs (Approximately). 4. Eligible class of contractor: As per annexure. 5. Period of completion: As per annexure. — [14, 2079, 551, 2108]
ppsan-list: 00052352, 00090287, 00093662, 00015962 & 00088907 — [1088, 1896, 1365, 1908]
cartoon-face-icon — [10, 880, 50, 940]
col-ppsan: PPSAN — [1085, 652, 1461, 683]
cell-date: 15.09.2021 — [935, 1648, 1005, 1749]
kendrapara-bid: Bid Identification No.: E.E. (A), Kendrapara Division - 01/2021-22 — [586, 1576, 890, 1587]
collectorate-notice — [563, 1190, 913, 1495]
col-from: From — [177, 1812, 246, 1827]
baripada2-sign: Sd./- Chief Construction Engineer, R.W. Circle, Baripada — [338, 2222, 551, 2231]
document-item: 4. Duly filled in "Attestation Form" & "Bio-data Form", (to be downloaded from the website of the Commission) in person on the day of verification. — [956, 954, 1461, 980]
column-number: 6 — [403, 1827, 477, 1842]
column-number: 5 — [320, 2152, 405, 2167]
collectorate-sign: Sd./- Collector & Dist. Magistrate, Jajpur — [699, 1443, 909, 1455]
col-date: Date — [935, 1617, 1005, 1648]
ppsan-list: 00095147, 00095760, 00098881, 00099771, 00097157, 00078219, 00088497, 00090253, 00077046, 00079300, 00096132, 00094297, 00067621, 00052352 & 00093662 — [1088, 786, 1416, 824]
odisha-emblem-icon — [19, 1997, 57, 2035]
baripada1-circle: RURAL WORKS CIRCLE, BARIPADA — [169, 1674, 396, 1689]
top-strip-heading-2: ବ୍ୟବସାୟୀଙ୍କୁ ହତ୍ୟା — [244, 42, 385, 70]
collectorate-title: COLLECTORATE, JAJPUR — [586, 1196, 890, 1223]
cell-ppsan — [1085, 1806, 1461, 1837]
candidate-count: = 13 Candidates — [1088, 1689, 1173, 1701]
opsc2-prog-title: PROGRAMME OF DOCUMENT VERIFICATION — [1034, 1595, 1361, 1612]
candidate-count: = 10 Candidates — [1088, 768, 1173, 780]
prawn-headline: ଚିଙ୍ଗୁଡ଼ି ପ୍ଲାଣ୍ଟ ପରିସରରୁ ମହିଳାଙ୍କ ମୃତଦେହ ଜବତ — [440, 880, 861, 992]
ppsan-list: 00081538, 00088382, 00091346, 00093084, 00094369, 00094570, 00094334, 00077345, 00090733, 00096589, 00079948, 00086082, 00086683, 00086943 & 00087162 — [1088, 685, 1416, 723]
baripada1-email: By E_Mail/e-Despatch, E_Mail ID: serwcbaripada@gmail.com — [137, 1689, 428, 1700]
column-number: 2 — [106, 2152, 184, 2167]
kesinga-footer: Further details can be seen from the website i.e. www.tenderodisha.gov.in — [14, 1576, 276, 1585]
baripada-notice-2 — [10, 1990, 555, 2295]
